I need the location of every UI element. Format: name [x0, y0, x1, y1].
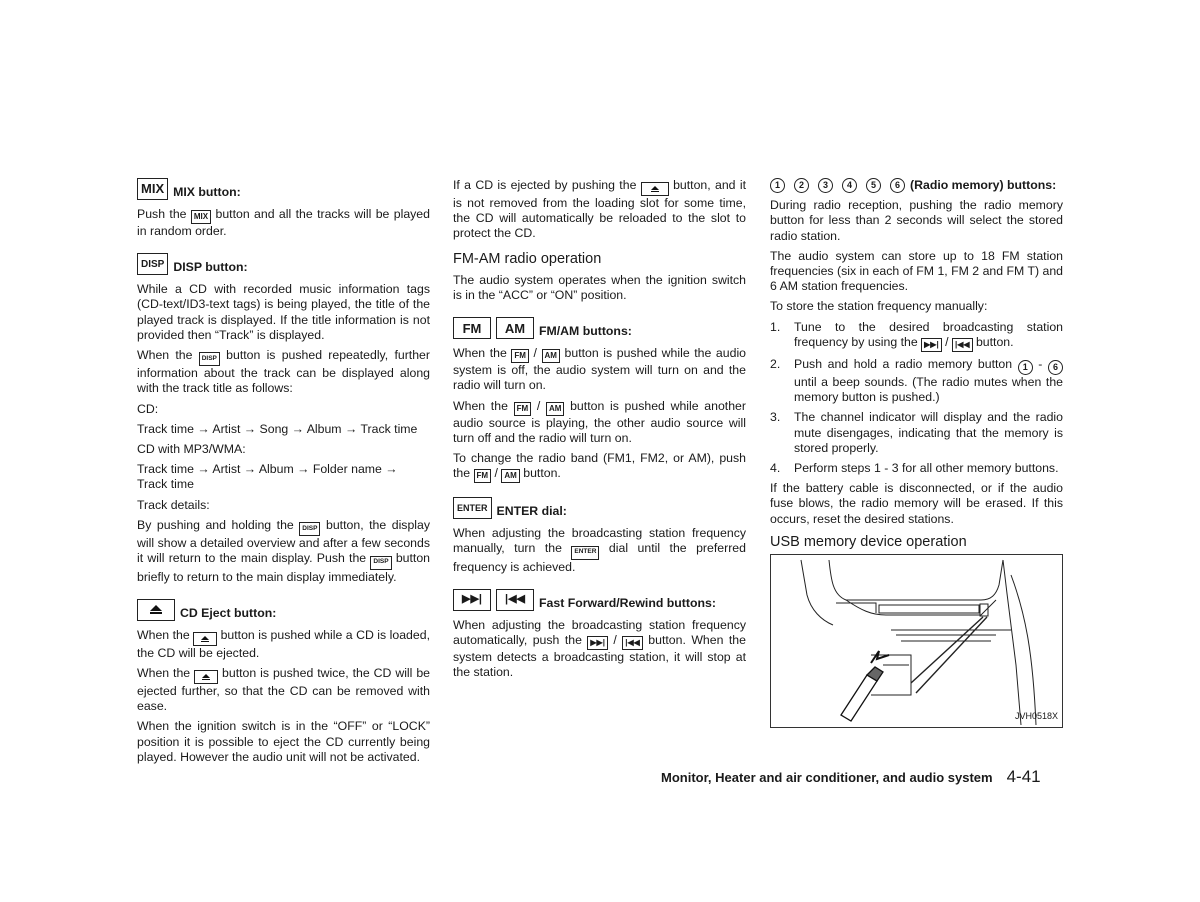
am-key-inline: AM — [501, 469, 519, 483]
usb-figure — [770, 554, 1063, 728]
disp-text-3: By pushing and holding the DISP button, the display will show a detailed overview and after a few seconds it will return to the main display. Push the DISP button briefly to return to the main display immediately. — [137, 517, 431, 584]
am-key-inline: AM — [546, 402, 564, 416]
eject-title: CD Eject button: — [180, 605, 277, 620]
disp-text-1: While a CD with recorded music information tags (CD-text/ID3-text tags) is being played, the title of the played track is displayed. If the title information is not provided then “Track” is displayed. — [137, 282, 430, 342]
rewind-key-inline: |◀◀ — [622, 636, 643, 650]
eject-text-1: When the button is pushed while a CD is loaded, the CD will be ejected. — [137, 627, 430, 660]
eject-key-inline — [193, 632, 217, 646]
mix-key-icon: MIX — [137, 178, 168, 200]
ffrw-title: Fast Forward/Rewind buttons: — [539, 595, 716, 610]
cd-reload-text: If a CD is ejected by pushing the button, and it is not removed from the loading slot for some time, the CD will automatically be reloaded to the slot to protect the CD. — [453, 178, 746, 241]
usb-illustration — [771, 555, 1062, 727]
memory-5-icon: 5 — [866, 178, 881, 193]
fast-forward-key-inline: ▶▶| — [921, 338, 942, 352]
fmam-text-2: When the FM / AM button is pushed while another audio source is playing, the other audio source will turn off and the radio will turn on. — [453, 398, 746, 445]
memory-3-icon: 3 — [818, 178, 833, 193]
memory-heading — [770, 178, 1063, 193]
memory-text-4: If the battery cable is disconnected, or if the audio fuse blows, the radio memory will be erased. If this occurs, reset the desired stations. — [770, 481, 1063, 526]
fmam-text-1: When the FM / AM button is pushed while the audio system is off, the audio system will turn on and the radio will turn on. — [453, 346, 747, 393]
figure-code: JVH0518X — [1014, 710, 1058, 721]
disp-key-inline: DISP — [299, 522, 320, 536]
memory-4-icon: 4 — [842, 178, 857, 193]
memory-2-icon: 2 — [794, 178, 809, 193]
disp-heading — [137, 253, 430, 275]
memory-steps — [770, 320, 1063, 477]
page-number: 4-41 — [1006, 767, 1041, 786]
fm-key-inline: FM — [514, 402, 532, 416]
am-key-icon: AM — [496, 317, 534, 339]
memory-6-icon: 6 — [890, 178, 905, 193]
eject-heading — [137, 599, 430, 621]
enter-title: ENTER dial: — [496, 504, 567, 519]
details-label: Track details: — [137, 497, 210, 512]
list-item: 3. The channel indicator will display and the radio mute disengages, indicating that the memory is stored properly. — [770, 410, 1063, 455]
disp-text-2: When the DISP button is pushed repeatedly, further information about the track can be displayed along with the track title as follows: — [137, 348, 430, 396]
mp3-label: CD with MP3/WMA: — [137, 442, 246, 457]
enter-key-inline: ENTER — [571, 546, 599, 560]
eject-icon — [137, 599, 175, 621]
column-1 — [137, 178, 430, 770]
column-3 — [770, 178, 1063, 728]
ffrw-text: When adjusting the broadcasting station frequency automatically, push the ▶▶| / |◀◀ button. When the system detects a broadcasting station, it will stop at the station. — [453, 617, 746, 680]
list-item: 2. Push and hold a radio memory button 1 - 6 until a beep sounds. (The radio mutes when the memory button is pushed.) — [770, 356, 1063, 405]
eject-key-inline — [641, 182, 669, 196]
fmam-intro: The audio system operates when the ignition switch is in the “ACC” or “ON” position. — [453, 272, 746, 303]
fast-forward-key-inline: ▶▶| — [587, 636, 608, 650]
disp-key-inline: DISP — [370, 556, 391, 570]
disp-key-inline: DISP — [199, 352, 220, 366]
list-item: 4. Perform steps 1 - 3 for all other memory buttons. — [770, 460, 1059, 475]
footer-title: Monitor, Heater and air conditioner, and audio system — [661, 770, 993, 785]
memory-text-1: During radio reception, pushing the radio memory button for less than 2 seconds will select the stored radio station. — [770, 198, 1063, 243]
column-2 — [453, 178, 746, 686]
ffrw-heading — [453, 589, 746, 611]
rewind-icon: |◀◀ — [496, 589, 534, 611]
disp-title: DISP button: — [173, 260, 248, 274]
mix-title: MIX button: — [173, 184, 241, 199]
memory-title: (Radio memory) buttons: — [910, 178, 1057, 192]
fmam-buttons-heading — [453, 317, 746, 339]
memory-text-2: The audio system can store up to 18 FM station frequencies (six in each of FM 1, FM 2 and FM T) and 6 AM station frequencies. — [770, 248, 1063, 294]
mix-key-inline: MIX — [191, 210, 211, 224]
fmam-title: FM/AM buttons: — [539, 324, 632, 339]
fast-forward-icon: ▶▶| — [453, 589, 491, 611]
eject-text-3: When the ignition switch is in the “OFF” or “LOCK” position it is possible to eject the CD currently being played. However the audio unit will not be activated. — [137, 719, 430, 764]
list-item: 1. Tune to the desired broadcasting station frequency by using the ▶▶| / |◀◀ button. — [770, 320, 1063, 352]
memory-1-icon: 1 — [1018, 360, 1033, 375]
mp3-sequence: Track time → Artist → Album → Folder name → Track time — [137, 462, 398, 492]
eject-text-2: When the button is pushed twice, the CD will be ejected further, so that the CD can be removed with ease. — [137, 666, 430, 714]
fm-key-inline: FM — [511, 349, 529, 363]
fmam-heading: FM-AM radio operation — [453, 250, 602, 267]
fm-key-icon: FM — [453, 317, 491, 339]
cd-sequence: Track time → Artist → Song → Album → Track time — [137, 421, 418, 436]
mix-heading — [137, 178, 430, 200]
enter-text: When adjusting the broadcasting station frequency manually, turn the ENTER dial until the preferred frequency is achieved. — [453, 526, 746, 574]
usb-heading: USB memory device operation — [770, 533, 967, 550]
memory-6-icon: 6 — [1048, 360, 1063, 375]
fm-key-inline: FM — [474, 469, 492, 483]
memory-text-3: To store the station frequency manually: — [770, 299, 988, 314]
fmam-text-3: To change the radio band (FM1, FM2, or AM), push the FM / AM button. — [453, 451, 746, 483]
rewind-key-inline: |◀◀ — [952, 338, 973, 352]
page-footer — [661, 767, 1041, 787]
eject-key-inline — [194, 670, 218, 684]
disp-key-icon: DISP — [137, 253, 168, 275]
memory-1-icon: 1 — [770, 178, 785, 193]
am-key-inline: AM — [542, 349, 560, 363]
enter-key-icon: ENTER — [453, 497, 492, 519]
enter-heading — [453, 497, 746, 519]
mix-text: Push the MIX button and all the tracks will be played in random order. — [137, 207, 430, 238]
cd-label: CD: — [137, 401, 159, 416]
